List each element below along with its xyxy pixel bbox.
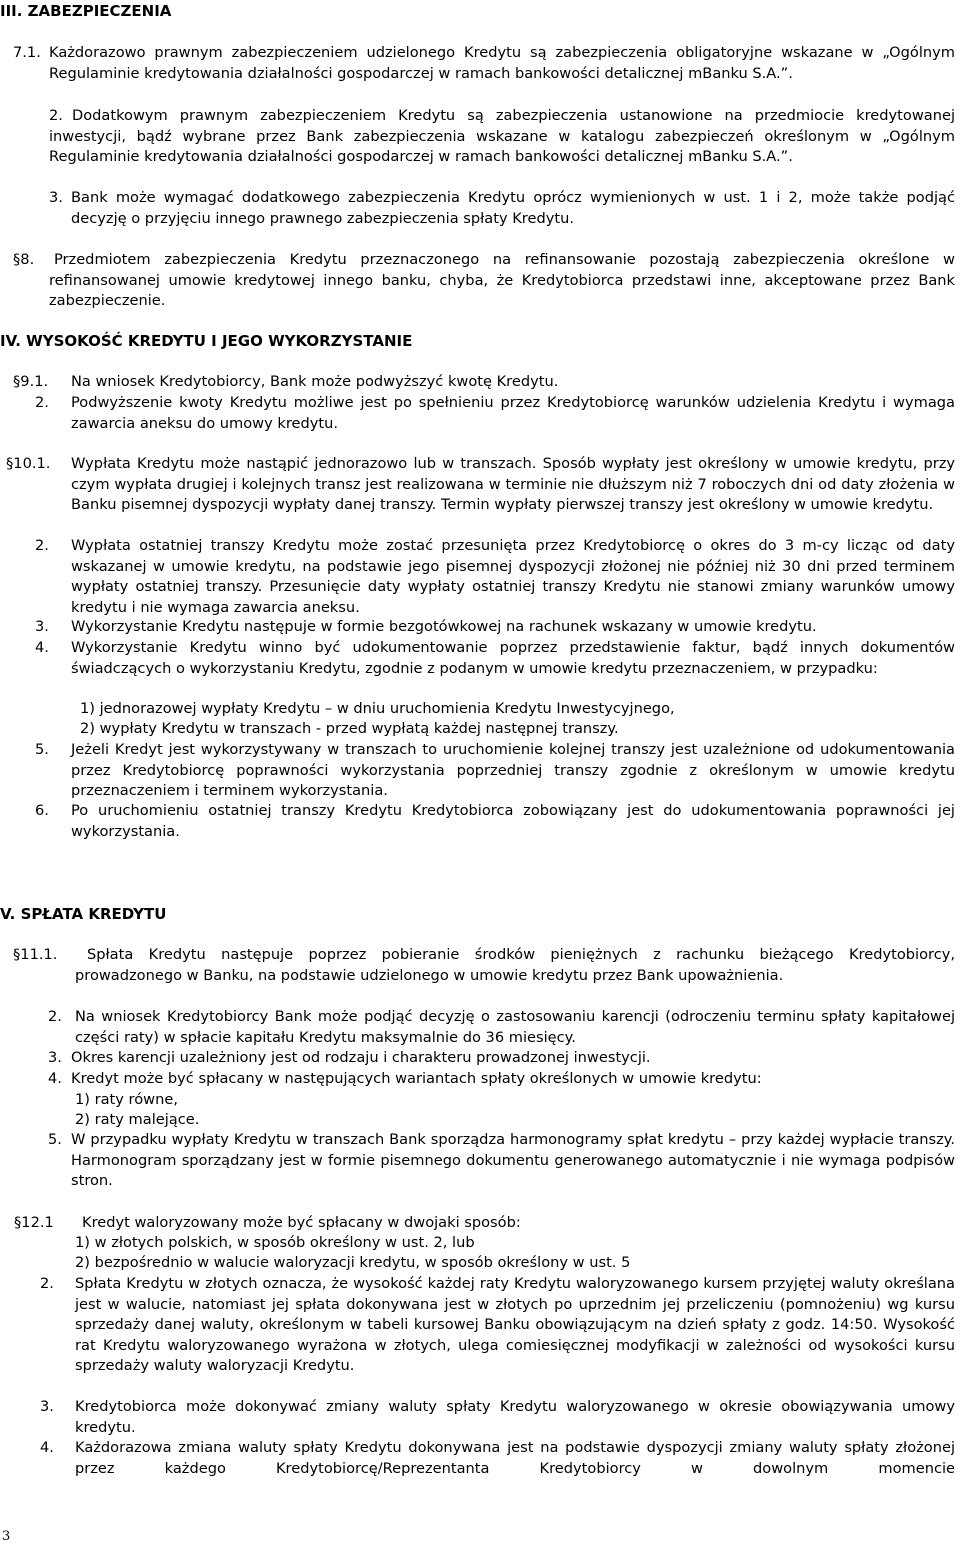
paragraph-10-4: Wykorzystanie Kredytu winno być udokumentowanie poprzez przedstawienie faktur, bądź innych dokumentów świadczących o wykorzystaniu Kredytu, zgodnie z podanym w umowie kredytu przeznaczeniem, w przypadku: — [71, 639, 955, 677]
paragraph-7-3: Bank może wymagać dodatkowego zabezpieczenia Kredytu oprócz wymienionych w ust. 1 i 2, może także podjąć decyzję o przyjęciu innego prawnego zabezpieczenia spłaty Kredytu. — [71, 189, 955, 227]
paragraph-8: Przedmiotem zabezpieczenia Kredytu przeznaczonego na refinansowanie pozostają zabezpieczenia określone w refinansowanej umowie kredytowej innego banku, chyba, że Kredytobiorca przedstawi inne, akceptowane przez Bank zabezpieczenie. — [49, 251, 955, 309]
paragraph-number: 3. — [40, 1398, 54, 1415]
paragraph-11-5: W przypadku wypłaty Kredytu w transzach Bank sporządza harmonogramy spłat kredytu – przy każdej wypłacie transzy. Harmonogram sporządzany jest w formie pisemnego dokumentu generowanego automatycznie i nie wymaga podpisów stron. — [71, 1131, 955, 1189]
paragraph-12-1: Kredyt waloryzowany może być spłacany w dwojaki sposób: — [82, 1214, 521, 1231]
paragraph-number: 7.1. — [13, 44, 41, 61]
paragraph-number: 6. — [35, 802, 49, 819]
paragraph-9-2: Podwyższenie kwoty Kredytu możliwe jest po spełnieniu przez Kredytobiorcę warunków udzielenia Kredytu i wymaga zawarcia aneksu do umowy kredytu. — [71, 394, 955, 432]
list-item: 2) raty malejące. — [75, 1111, 200, 1128]
paragraph-number: §8. — [13, 251, 35, 268]
paragraph-number: §12.1 — [14, 1214, 54, 1231]
list-item: 1) jednorazowej wypłaty Kredytu – w dniu uruchomienia Kredytu Inwestycyjnego, — [80, 700, 675, 717]
paragraph-number: 3. — [35, 618, 49, 635]
paragraph-11-4: Kredyt może być spłacany w następujących wariantach spłaty określonych w umowie kredytu: — [71, 1070, 762, 1087]
paragraph-number: §11.1. — [13, 946, 58, 963]
paragraph-number: 2. — [49, 107, 63, 124]
paragraph-12-4: Każdorazowa zmiana waluty spłaty Kredytu dokonywana jest na podstawie dyspozycji zmiany waluty spłaty złożonej przez każdego Kredytobiorcę/Reprezentanta Kredytobiorcy w dowolnym momencie — [75, 1439, 955, 1477]
section-heading-wysokosc-kredytu: IV. WYSOKOŚĆ KREDYTU I JEGO WYKORZYSTANIE — [0, 332, 413, 350]
paragraph-number: 5. — [48, 1131, 62, 1148]
paragraph-11-2: Na wniosek Kredytobiorcy Bank może podjąć decyzję o zastosowaniu karencji (odroczeniu terminu spłaty kapitałowej części raty) w spłacie kapitału Kredytu maksymalnie do 36 miesięcy. — [75, 1008, 955, 1046]
paragraph-12-2: Spłata Kredytu w złotych oznacza, że wysokość każdej raty Kredytu waloryzowanego kursem przyjętej waluty określana jest w walucie, natomiast jej spłata dokonywana jest w złotych po uprzednim jej przeliczeniu (pomnożeniu) wg kursu sprzedaży danej waluty, określonym w tabeli kursowej Banku obowiązującym na dzień spłaty z godz. 14:50. Wysokość rat Kredytu waloryzowanego wyrażona w złotych, ulega comiesięcznej modyfikacji w zależności od wysokości kursu sprzedaży waluty waloryzacji Kredytu. — [75, 1275, 955, 1374]
paragraph-number: 3. — [48, 1049, 62, 1066]
paragraph-number: §9.1. — [13, 373, 49, 390]
paragraph-number: 2. — [48, 1008, 62, 1025]
paragraph-10-1: Wypłata Kredytu może nastąpić jednorazowo lub w transzach. Sposób wypłaty jest określony w umowie kredytu, przy czym wypłata drugiej i kolejnych transz jest realizowana w terminie nie dłuższym niż 7 roboczych dni od daty złożenia w Banku pisemnej dyspozycji wypłaty danej transzy. Termin wypłaty pierwszej transzy jest określony w umowie kredytu. — [71, 455, 955, 513]
paragraph-12-3: Kredytobiorca może dokonywać zmiany waluty spłaty Kredytu waloryzowanego w okresie obowiązywania umowy kredytu. — [75, 1398, 955, 1436]
section-heading-splata-kredytu: V. SPŁATA KREDYTU — [0, 905, 167, 923]
paragraph-number: 3. — [49, 189, 63, 206]
list-item: 2) wypłaty Kredytu w transzach - przed wypłatą każdej następnej transzy. — [80, 720, 619, 737]
paragraph-11-1: Spłata Kredytu następuje poprzez pobieranie środków pieniężnych z rachunku bieżącego Kredytobiorcy, prowadzonego w Banku, na podstawie udzielonego w umowie kredytu przez Bank upoważnienia. — [75, 946, 955, 984]
paragraph-10-2: Wypłata ostatniej transzy Kredytu może zostać przesunięta przez Kredytobiorcę o okres do 3 m-cy licząc od daty wskazanej w umowie kredytu, na podstawie jego pisemnej dyspozycji złożonej nie później niż 30 dni przed terminem wypłaty ostatniej transzy. Przesunięcie daty wypłaty ostatniej transzy Kredytu nie stanowi zmiany warunków umowy kredytu i nie wymaga zawarcia aneksu. — [71, 537, 955, 616]
list-item: 1) raty równe, — [75, 1091, 178, 1108]
paragraph-number: 2. — [35, 394, 49, 411]
list-item: 2) bezpośrednio w walucie waloryzacji kredytu, w sposób określony w ust. 5 — [75, 1254, 631, 1271]
paragraph-number: 4. — [35, 639, 49, 656]
paragraph-number: 2. — [35, 537, 49, 554]
paragraph-7-2: Dodatkowym prawnym zabezpieczeniem Kredytu są zabezpieczenia ustanowione na przedmiocie kredytowanej inwestycji, bądź wybrane przez Bank zabezpieczenia wskazane w katalogu zabezpieczeń określonym w „Ogólnym Regulaminie kredytowania działalności gospodarczej w ramach bankowości detalicznej mBanku S.A.”. — [49, 107, 955, 165]
paragraph-9-1: Na wniosek Kredytobiorcy, Bank może podwyższyć kwotę Kredytu. — [71, 373, 559, 390]
paragraph-10-6: Po uruchomieniu ostatniej transzy Kredytu Kredytobiorca zobowiązany jest do udokumentowania poprawności jej wykorzystania. — [71, 802, 955, 840]
paragraph-number: §10.1. — [6, 455, 51, 472]
paragraph-number: 5. — [35, 741, 49, 758]
paragraph-10-5: Jeżeli Kredyt jest wykorzystywany w transzach to uruchomienie kolejnej transzy jest uzależnione od udokumentowania przez Kredytobiorcę poprawności wykorzystania poprzedniej transzy zgodnie z określonym w umowie kredytu przeznaczeniem i terminem wykorzystania. — [71, 741, 955, 799]
page-number: 3 — [2, 1529, 11, 1544]
paragraph-number: 4. — [40, 1439, 54, 1456]
paragraph-7-1: Każdorazowo prawnym zabezpieczeniem udzielonego Kredytu są zabezpieczenia obligatoryjne wskazane w „Ogólnym Regulaminie kredytowania działalności gospodarczej w ramach bankowości detalicznej mBanku S.A.”. — [49, 44, 955, 82]
paragraph-11-3: Okres karencji uzależniony jest od rodzaju i charakteru prowadzonej inwestycji. — [71, 1049, 651, 1066]
list-item: 1) w złotych polskich, w sposób określony w ust. 2, lub — [75, 1234, 475, 1251]
paragraph-number: 4. — [48, 1070, 62, 1087]
section-heading-zabezpieczenia: III. ZABEZPIECZENIA — [0, 2, 172, 20]
paragraph-number: 2. — [40, 1275, 54, 1292]
paragraph-10-3: Wykorzystanie Kredytu następuje w formie bezgotówkowej na rachunek wskazany w umowie kredytu. — [71, 618, 817, 635]
